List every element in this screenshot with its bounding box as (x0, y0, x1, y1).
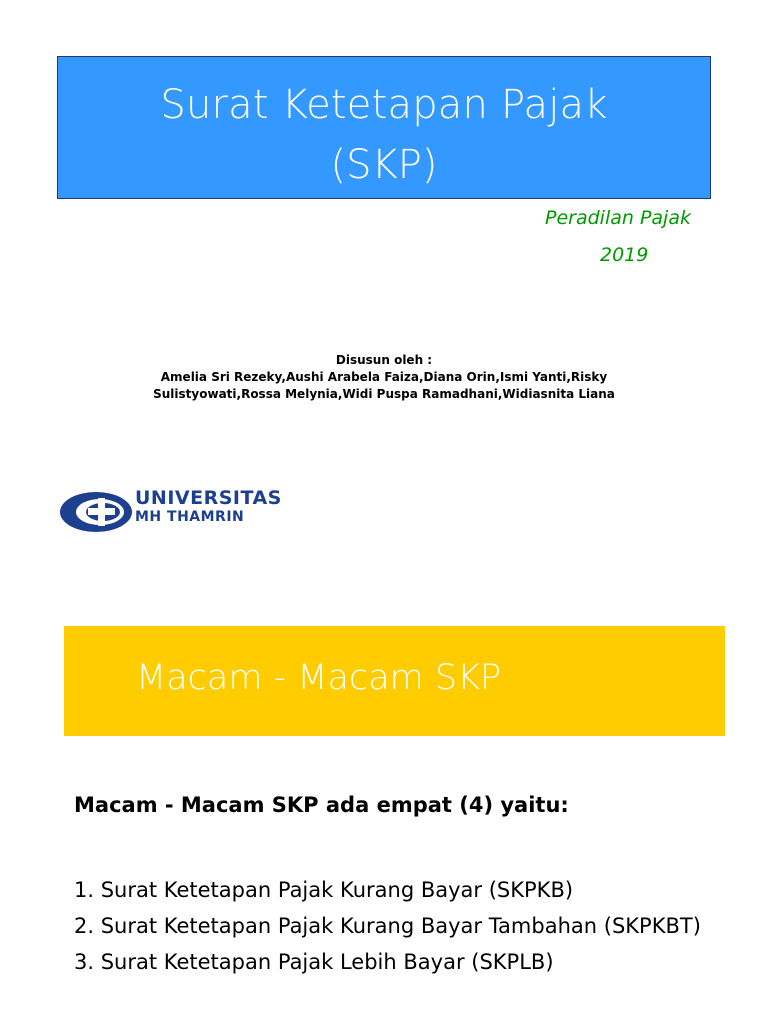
list-item: 2. Surat Ketetapan Pajak Kurang Bayar Tambahan (SKPKBT) (74, 914, 701, 938)
authors-line-1: Amelia Sri Rezeky,Aushi Arabela Faiza,Diana Orin,Ismi Yanti,Risky (160, 370, 608, 384)
course-name: Peradilan Pajak (545, 207, 691, 229)
section-title: Macam - Macam SKP (136, 658, 502, 698)
list-item: 3. Surat Ketetapan Pajak Lebih Bayar (SKPLB) (74, 950, 554, 974)
skp-type-list (74, 875, 714, 983)
title-banner (57, 56, 711, 199)
section-banner (64, 626, 725, 736)
list-item: 1. Surat Ketetapan Pajak Kurang Bayar (SKPKB) (74, 878, 574, 902)
authors-block (100, 352, 668, 403)
authors-line-2: Sulistyowati,Rossa Melynia,Widi Puspa Ramadhani,Widiasnita Liana (153, 387, 615, 401)
university-emblem-icon (58, 482, 134, 542)
authors-label: Disusun oleh : (335, 353, 433, 367)
page-title: Surat Ketetapan Pajak (160, 82, 608, 128)
logo-text-universitas: UNIVERSITAS (135, 487, 282, 509)
page-title-abbreviation: (SKP) (330, 142, 438, 188)
course-year: 2019 (600, 244, 649, 266)
content-lead: Macam - Macam SKP ada empat (4) yaitu: (74, 793, 569, 817)
university-logo (58, 482, 308, 542)
logo-text-name: MH THAMRIN (135, 509, 245, 525)
